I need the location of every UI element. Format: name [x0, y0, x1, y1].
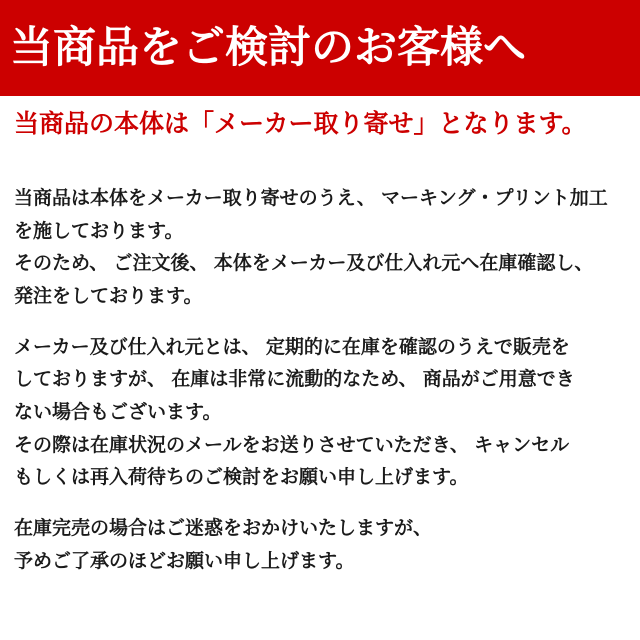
- paragraph-line: 在庫完売の場合はご迷惑をおかけいたしますが、: [14, 518, 433, 540]
- paragraph-line: もしくは再入荷待ちのご検討をお願い申し上げます。: [14, 467, 469, 489]
- paragraph-line: 発注をしております。: [14, 286, 203, 308]
- body-content: [14, 183, 628, 578]
- paragraph-1: [14, 183, 628, 314]
- subhead-text: 当商品の本体は「メーカー取り寄せ」となります。: [14, 110, 587, 138]
- paragraph-line: その際は在庫状況のメールをお送りさせていただき、 キャンセル: [14, 434, 570, 456]
- paragraph-line: しておりますが、 在庫は非常に流動的なため、 商品がご用意でき: [14, 369, 575, 391]
- paragraph-line: 当商品は本体をメーカー取り寄せのうえ、 マーキング・プリント加工: [14, 188, 608, 209]
- paragraph-line: メーカー及び仕入れ元とは、 定期的に在庫を確認のうえで販売を: [14, 336, 570, 358]
- banner-headline: 当商品をご検討のお客様へ: [10, 23, 526, 72]
- paragraph-line: ない場合もございます。: [14, 402, 222, 424]
- paragraph-line: を施しております。: [14, 220, 184, 242]
- paragraph-3: [14, 513, 628, 578]
- paragraph-line: そのため、 ご注文後、 本体をメーカー及び仕入れ元へ在庫確認し、: [14, 253, 594, 275]
- paragraph-2: [14, 332, 628, 495]
- banner: [0, 0, 640, 96]
- paragraph-line: 予めご了承のほどお願い申し上げます。: [14, 550, 355, 572]
